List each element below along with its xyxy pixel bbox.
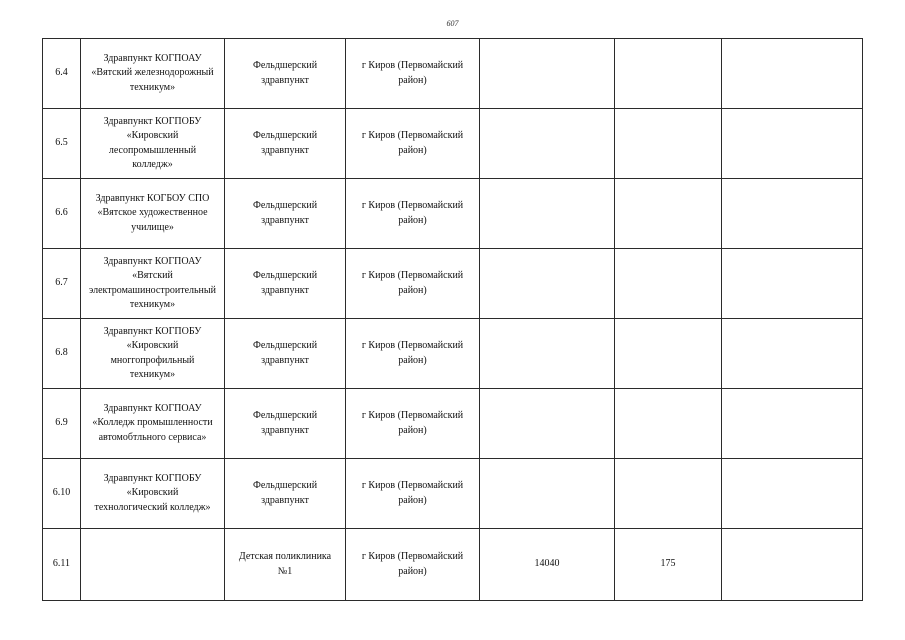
facility-type: Фельдшерский здравпункт xyxy=(225,389,346,459)
value-cell-2: 175 xyxy=(615,529,722,601)
value-cell-1 xyxy=(480,179,615,249)
facility-location: г Киров (Первомайский район) xyxy=(346,459,480,529)
facility-location: г Киров (Первомайский район) xyxy=(346,179,480,249)
value-cell-1 xyxy=(480,389,615,459)
table-row xyxy=(43,179,863,249)
facility-name: Здравпункт КОГПОБУ «Кировский лесопромышленный колледж» xyxy=(81,109,225,179)
facility-location: г Киров (Первомайский район) xyxy=(346,319,480,389)
value-cell-1 xyxy=(480,39,615,109)
row-number: 6.8 xyxy=(43,319,81,389)
facility-type: Фельдшерский здравпункт xyxy=(225,39,346,109)
facility-type: Фельдшерский здравпункт xyxy=(225,459,346,529)
facility-name: Здравпункт КОГПОБУ «Кировский технологический колледж» xyxy=(81,459,225,529)
row-number: 6.10 xyxy=(43,459,81,529)
facility-type: Фельдшерский здравпункт xyxy=(225,249,346,319)
facility-name: Здравпункт КОГПОАУ «Вятский электромашиностроительный техникум» xyxy=(81,249,225,319)
value-cell-1 xyxy=(480,249,615,319)
value-cell-3 xyxy=(722,459,863,529)
facilities-table xyxy=(42,38,863,601)
value-cell-1 xyxy=(480,319,615,389)
table-row xyxy=(43,109,863,179)
value-cell-2 xyxy=(615,39,722,109)
facility-location: г Киров (Первомайский район) xyxy=(346,529,480,601)
value-cell-1 xyxy=(480,109,615,179)
value-cell-3 xyxy=(722,319,863,389)
facility-location: г Киров (Первомайский район) xyxy=(346,39,480,109)
value-cell-2 xyxy=(615,109,722,179)
page-number: 607 xyxy=(446,19,459,28)
value-cell-3 xyxy=(722,529,863,601)
value-cell-3 xyxy=(722,109,863,179)
value-cell-3 xyxy=(722,249,863,319)
facility-location: г Киров (Первомайский район) xyxy=(346,109,480,179)
facility-type: Фельдшерский здравпункт xyxy=(225,109,346,179)
table-row xyxy=(43,249,863,319)
value-cell-3 xyxy=(722,179,863,249)
facility-type: Детская поликлиника №1 xyxy=(225,529,346,601)
facility-name: Здравпункт КОГПОАУ «Вятский железнодорожный техникум» xyxy=(81,39,225,109)
table-row xyxy=(43,39,863,109)
value-cell-3 xyxy=(722,389,863,459)
value-cell-3 xyxy=(722,39,863,109)
table-row xyxy=(43,459,863,529)
table-row xyxy=(43,319,863,389)
facility-name: Здравпункт КОГПОАУ «Колледж промышленности автомобтльного сервиса» xyxy=(81,389,225,459)
value-cell-2 xyxy=(615,249,722,319)
row-number: 6.9 xyxy=(43,389,81,459)
table-row xyxy=(43,529,863,601)
value-cell-2 xyxy=(615,319,722,389)
table-row xyxy=(43,389,863,459)
facility-name xyxy=(81,529,225,601)
row-number: 6.11 xyxy=(43,529,81,601)
facility-name: Здравпункт КОГПОБУ «Кировский многгопрофильный техникум» xyxy=(81,319,225,389)
value-cell-1 xyxy=(480,459,615,529)
value-cell-2 xyxy=(615,389,722,459)
row-number: 6.7 xyxy=(43,249,81,319)
value-cell-2 xyxy=(615,179,722,249)
facility-location: г Киров (Первомайский район) xyxy=(346,249,480,319)
facility-type: Фельдшерский здравпункт xyxy=(225,179,346,249)
facility-name: Здравпункт КОГБОУ СПО «Вятское художественное училище» xyxy=(81,179,225,249)
row-number: 6.5 xyxy=(43,109,81,179)
facility-location: г Киров (Первомайский район) xyxy=(346,389,480,459)
value-cell-1: 14040 xyxy=(480,529,615,601)
facility-type: Фельдшерский здравпункт xyxy=(225,319,346,389)
row-number: 6.4 xyxy=(43,39,81,109)
row-number: 6.6 xyxy=(43,179,81,249)
value-cell-2 xyxy=(615,459,722,529)
